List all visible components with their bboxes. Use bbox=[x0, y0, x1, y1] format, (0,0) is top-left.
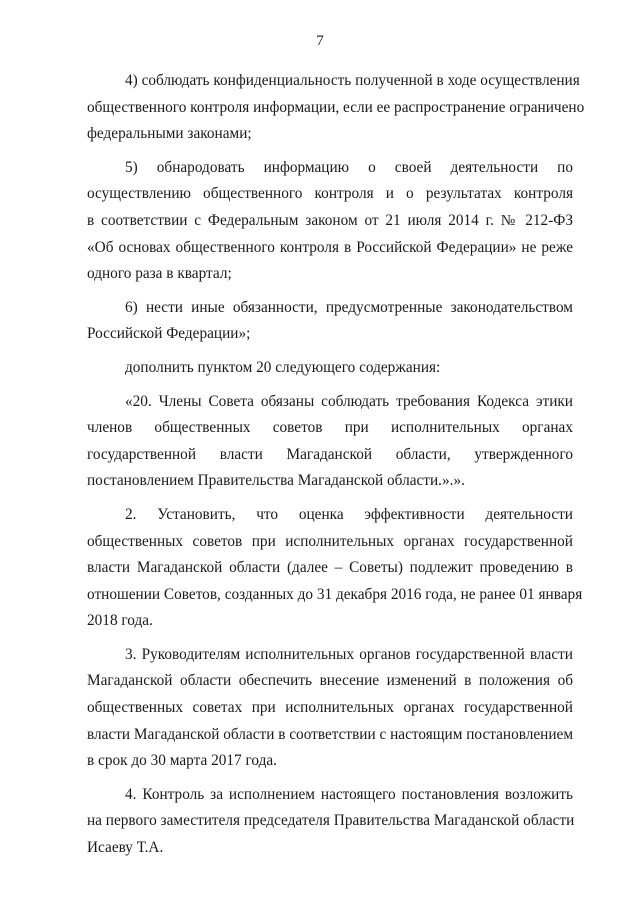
text-line: 2018 года. bbox=[87, 612, 153, 630]
text-line: 5) обнародовать информацию о своей деятельности по bbox=[125, 158, 573, 176]
text-line: «Об основах общественного контроля в Российской Федерации» не реже bbox=[87, 238, 573, 256]
text-line: дополнить пунктом 20 следующего содержания: bbox=[125, 358, 441, 376]
paragraph-item-5 bbox=[87, 155, 573, 288]
text-line: государственной власти Магаданской области, утвержденного bbox=[87, 445, 573, 463]
text-line: одного раза в квартал; bbox=[87, 265, 232, 283]
text-line: Российской Федерации»; bbox=[87, 325, 251, 343]
paragraph-item-4 bbox=[87, 68, 585, 148]
text-line: в срок до 30 марта 2017 года. bbox=[87, 752, 277, 770]
text-line: членов общественных советов при исполнительных органах bbox=[87, 419, 573, 437]
paragraph-item-6 bbox=[87, 295, 573, 348]
text-line: Исаеву Т.А. bbox=[87, 839, 164, 857]
text-line: общественного контроля информации, если ее распространение ограничено bbox=[87, 98, 585, 116]
document-body bbox=[87, 68, 585, 869]
text-line: федеральными законами; bbox=[87, 125, 252, 143]
text-line: власти Магаданской области в соответствии с настоящим постановлением bbox=[87, 725, 574, 743]
text-line: власти Магаданской области (далее – Советы) подлежит проведению в bbox=[87, 559, 573, 577]
text-line: общественных советах при исполнительных органах государственной bbox=[87, 699, 573, 717]
paragraph-section-3 bbox=[87, 642, 573, 775]
text-line: общественных советов при исполнительных органах государственной bbox=[87, 532, 573, 550]
text-line: «20. Члены Совета обязаны соблюдать требования Кодекса этики bbox=[125, 392, 573, 410]
text-line: 4) соблюдать конфиденциальность полученной в ходе осуществления bbox=[125, 72, 580, 89]
text-line: в соответствии с Федеральным законом от 21 июля 2014 г. № 212-ФЗ bbox=[87, 211, 573, 229]
page-number: 7 bbox=[316, 33, 324, 49]
paragraph-supplement bbox=[87, 355, 573, 382]
text-line: осуществлению общественного контроля и о результатах контроля bbox=[87, 185, 573, 203]
text-line: постановлением Правительства Магаданской области.».». bbox=[87, 472, 465, 490]
text-line: Магаданской области обеспечить внесение изменений в положения об bbox=[87, 672, 573, 690]
paragraph-section-2 bbox=[87, 502, 583, 635]
text-line: на первого заместителя председателя Правительства Магаданской области bbox=[87, 812, 575, 830]
text-line: отношении Советов, созданных до 31 декабря 2016 года, не ранее 01 января bbox=[87, 585, 583, 603]
text-line: 6) нести иные обязанности, предусмотренные законодательством bbox=[125, 298, 573, 316]
paragraph-section-4 bbox=[87, 782, 573, 862]
text-line: 3. Руководителям исполнительных органов государственной власти bbox=[125, 645, 573, 663]
paragraph-item-20 bbox=[87, 389, 573, 495]
text-line: 2. Установить, что оценка эффективности деятельности bbox=[125, 505, 573, 523]
text-line: 4. Контроль за исполнением настоящего постановления возложить bbox=[125, 785, 573, 803]
